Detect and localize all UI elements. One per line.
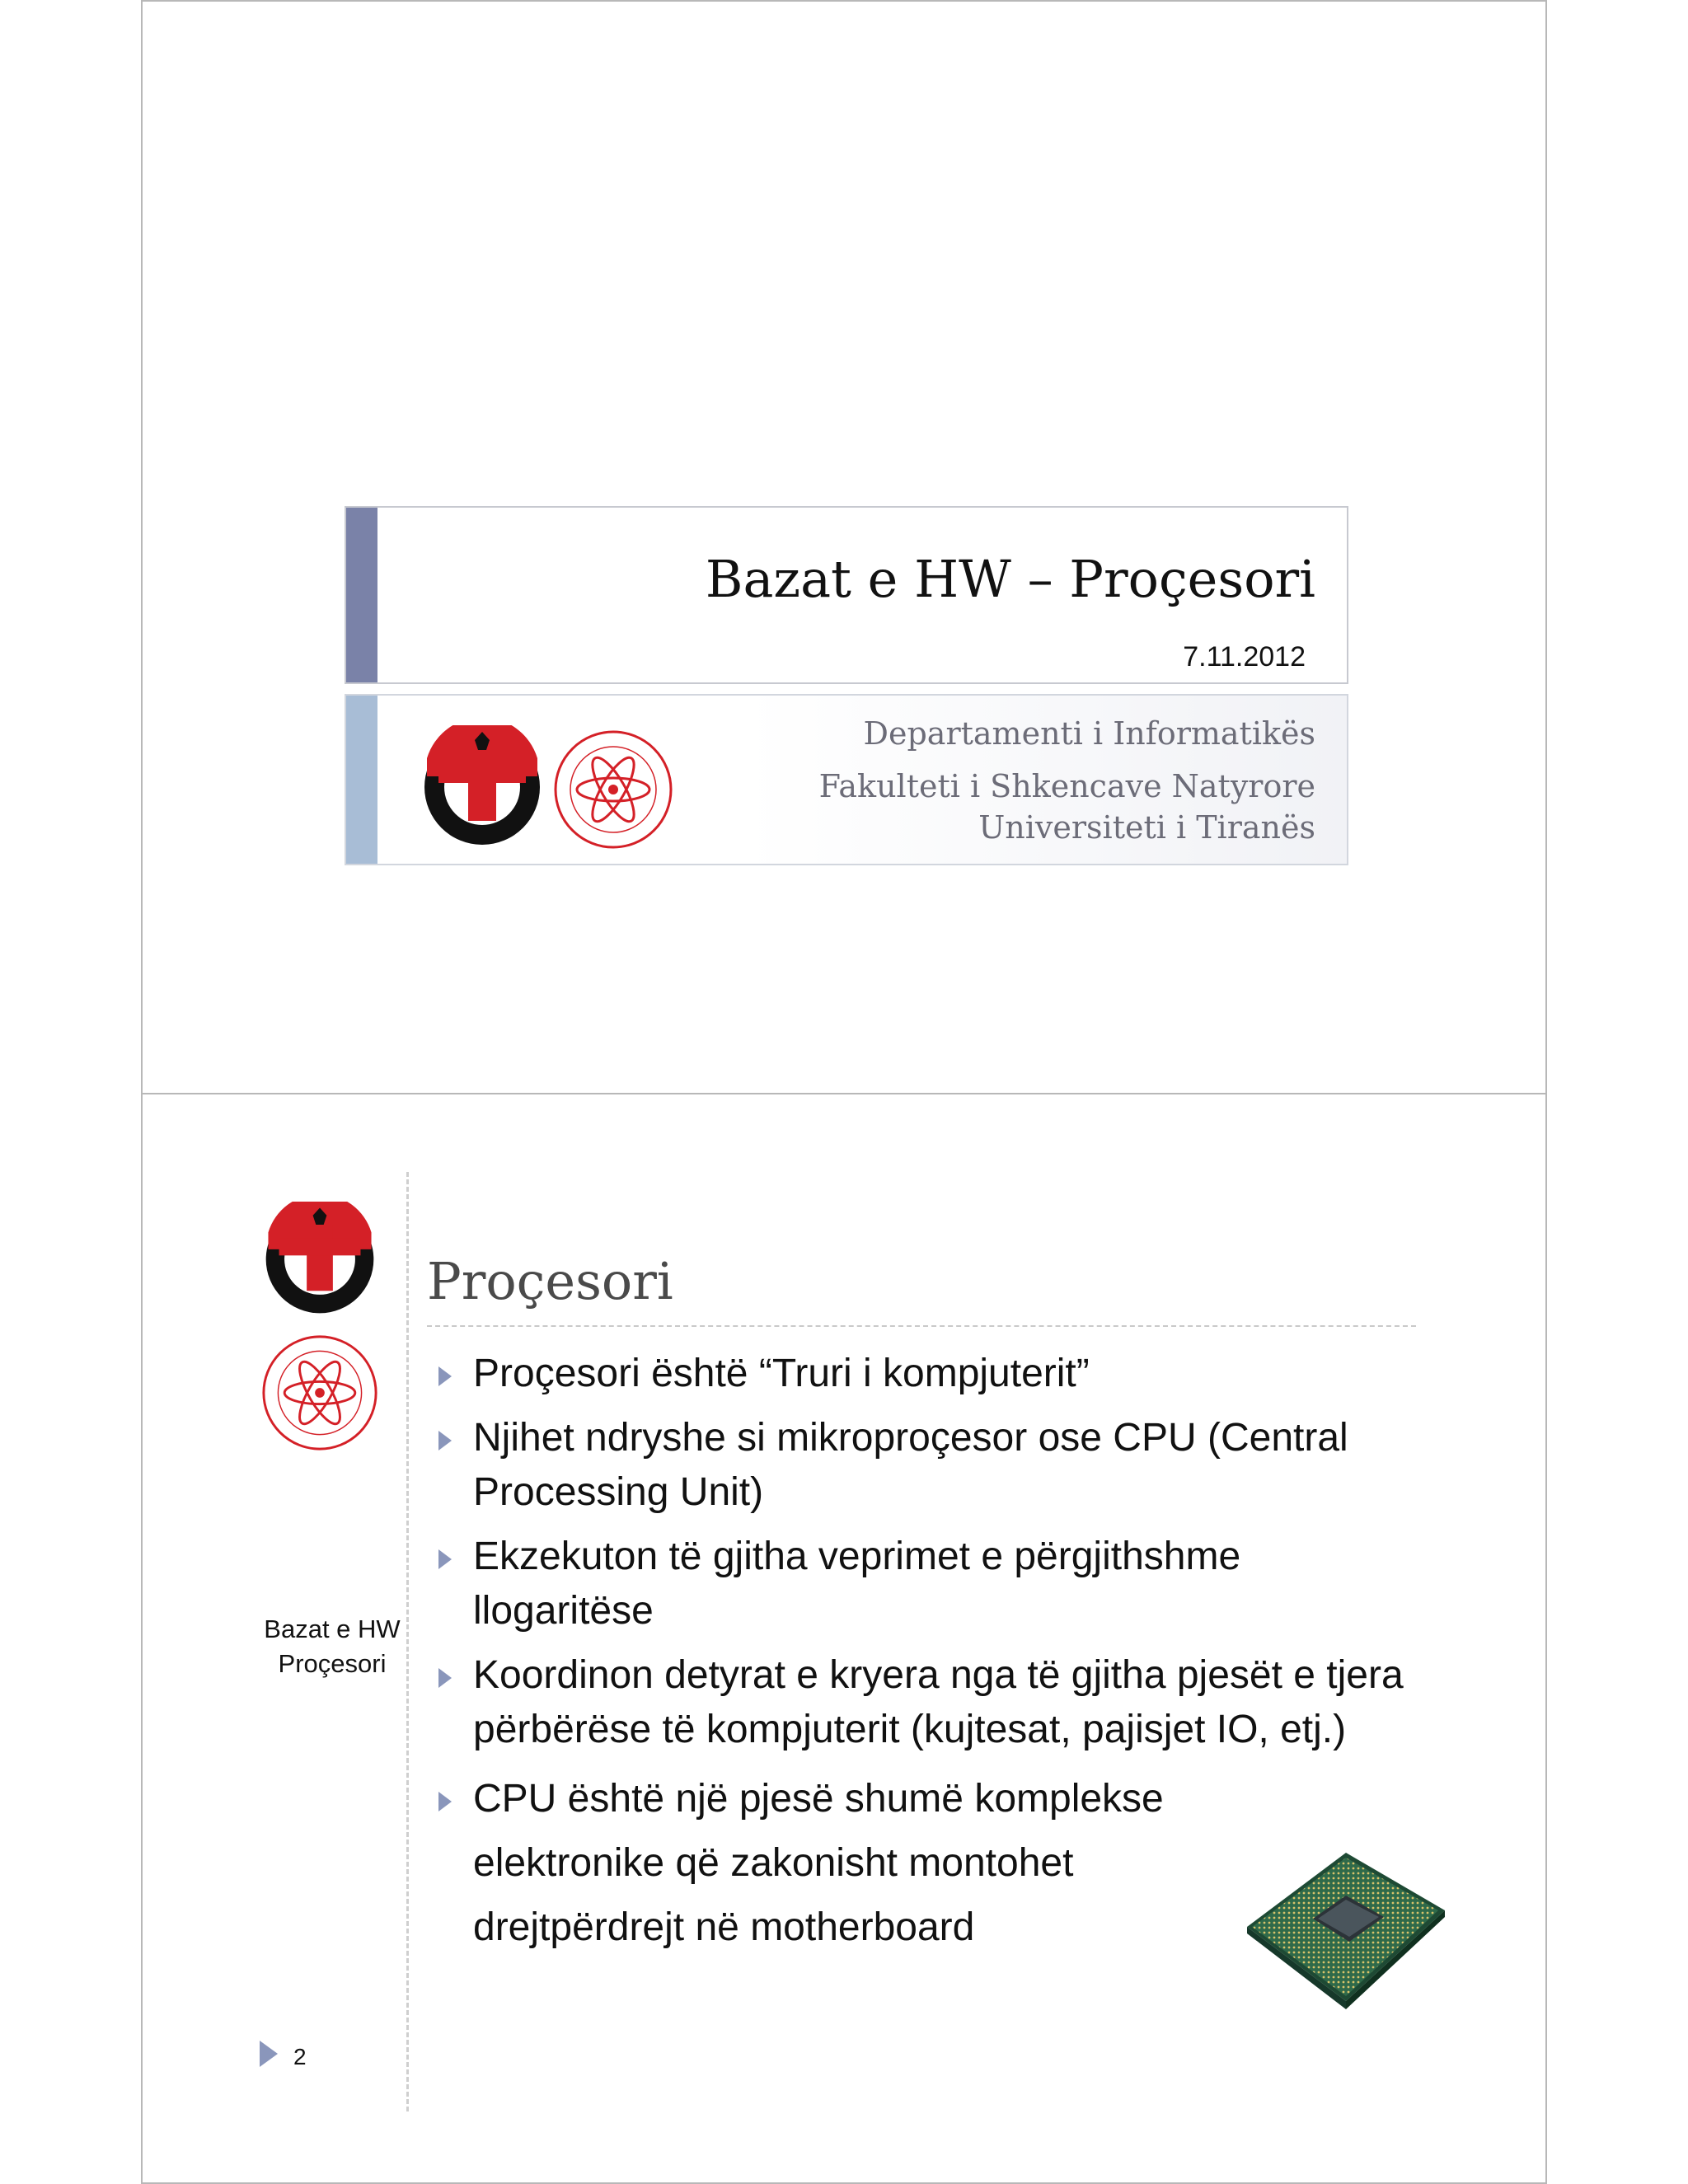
page-number: 2 <box>293 2044 307 2069</box>
list-item <box>427 1767 1215 1960</box>
university-logo-icon <box>420 725 544 849</box>
department-box <box>345 694 1348 865</box>
bullet-arrow-icon <box>438 1668 452 1688</box>
sidebar-faculty-logo-icon <box>260 1333 379 1452</box>
title-accent-bar <box>346 508 377 682</box>
bullet-arrow-icon <box>438 1431 452 1451</box>
sidebar-divider <box>406 1172 409 2111</box>
department-accent-bar <box>346 696 377 864</box>
university-name: Universiteti i Tiranës <box>978 809 1315 846</box>
presentation-title: Bazat e HW – Proçesori <box>705 549 1315 609</box>
bullet-text: Ekzekuton të gjitha veprimet e përgjithshme llogaritëse <box>473 1535 1241 1633</box>
content-slide <box>141 1093 1547 2184</box>
bullet-text: Proçesori është “Truri i kompjuterit” <box>473 1352 1090 1395</box>
list-item <box>427 1411 1416 1520</box>
cpu-chip-image <box>1222 1836 1453 2034</box>
bullet-arrow-icon <box>438 1549 452 1569</box>
title-slide <box>141 0 1547 1094</box>
sidebar-caption-line1: Bazat e HW <box>264 1615 401 1643</box>
bullet-arrow-icon <box>438 1792 452 1811</box>
faculty-name: Fakulteti i Shkencave Natyrore <box>818 768 1315 804</box>
faculty-logo-icon <box>552 729 674 851</box>
list-item <box>427 1530 1416 1638</box>
bullet-text: CPU është një pjesë shumë komplekse elektronike që zakonisht montohet drejtpërdrejt në motherboard <box>473 1777 1164 1949</box>
title-divider <box>427 1325 1416 1327</box>
list-item <box>427 1347 1416 1401</box>
sidebar-caption-line2: Proçesori <box>278 1649 387 1678</box>
bullet-arrow-icon <box>438 1366 452 1386</box>
slide-title: Proçesori <box>427 1251 673 1311</box>
page-arrow-icon <box>260 2041 278 2067</box>
presentation-date: 7.11.2012 <box>1183 641 1306 673</box>
department-name: Departamenti i Informatikës <box>863 715 1315 752</box>
bullet-text: Njihet ndryshe si mikroproçesor ose CPU (Central Processing Unit) <box>473 1416 1348 1514</box>
sidebar-university-logo-icon <box>262 1202 377 1317</box>
list-item <box>427 1648 1416 1757</box>
bullet-text: Koordinon detyrat e kryera nga të gjitha pjesët e tjera përbërëse të kompjuterit (kujtesat, pajisjet IO, etj.) <box>473 1653 1404 1751</box>
title-box <box>345 506 1348 684</box>
